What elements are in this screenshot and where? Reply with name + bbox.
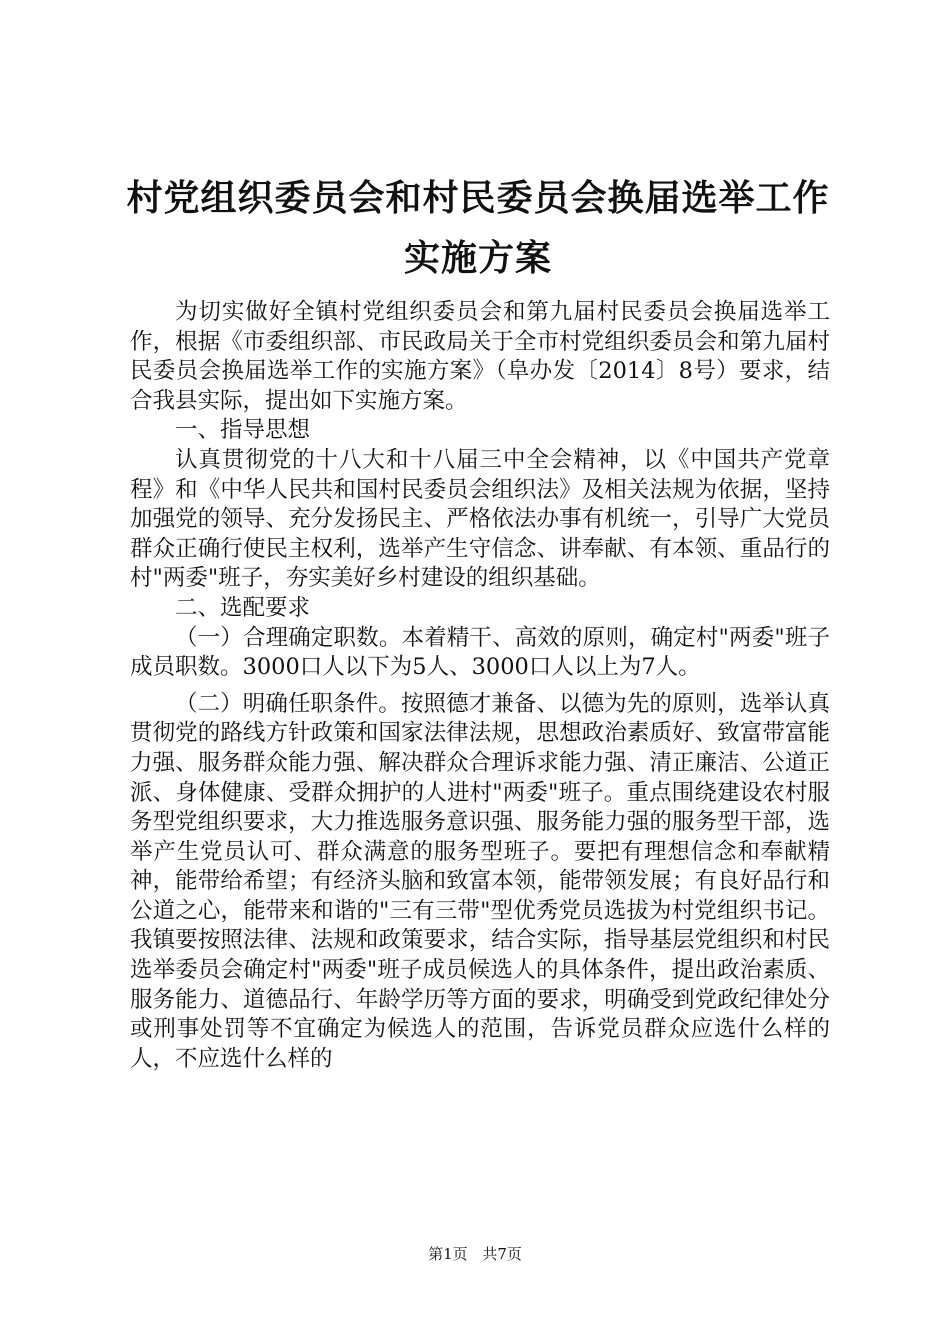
paragraph-staffing: （一）合理确定职数。本着精干、高效的原则，确定村"两委"班子成员职数。3000口人以下为5人、3000口人以上为7人。 [130,624,830,681]
page-number: 第1页 [428,1245,468,1263]
section-heading-1: 一、指导思想 [175,417,311,444]
document-title: 村党组织委员会和村民委员会换届选举工作实施方案 [126,177,830,279]
document-body [130,298,830,1074]
page-total: 共7页 [482,1245,522,1263]
paragraph-guiding-ideology: 认真贯彻党的十八大和十八届三中全会精神，以《中国共产党章程》和《中华人民共和国村民委员会组织法》及相关法规为依据，坚持加强党的领导、充分发扬民主、严格依法办事有机统一，引导广大党员群众正确行使民主权利，选举产生守信念、讲奉献、有本领、重品行的村"两委"班子，夯实美好乡村建设的组织基础。 [130,446,830,592]
paragraph-qualifications: （二）明确任职条件。按照德才兼备、以德为先的原则，选举认真贯彻党的路线方针政策和国家法律法规，思想政治素质好、致富带富能力强、服务群众能力强、解决群众合理诉求能力强、清正廉洁、公道正派、身体健康、受群众拥护的人进村"两委"班子。重点围绕建设农村服务型党组织要求，大力推选服务意识强、服务能力强的服务型干部，选举产生党员认可、群众满意的服务型班子。要把有理想信念和奉献精神，能带给希望；有经济头脑和致富本领，能带领发展；有良好品行和公道之心，能带来和谐的"三有三带"型优秀党员选拔为村党组织书记。我镇要按照法律、法规和政策要求，结合实际，指导基层党组织和村民选举委员会确定村"两委"班子成员候选人的具体条件，提出政治素质、服务能力、道德品行、年龄学历等方面的要求，明确受到党政纪律处分或刑事处罚等不宜确定为候选人的范围，告诉党员群众应选什么样的人，不应选什么样的 [130,690,830,1072]
paragraph-intro: 为切实做好全镇村党组织委员会和第九届村民委员会换届选举工作，根据《市委组织部、市民政局关于全市村党组织委员会和第九届村民委员会换届选举工作的实施方案》（阜办发〔2014〕8号）要求，结合我县实际，提出如下实施方案。 [130,299,830,414]
section-heading-2: 二、选配要求 [175,594,311,621]
page-footer [0,1244,950,1264]
